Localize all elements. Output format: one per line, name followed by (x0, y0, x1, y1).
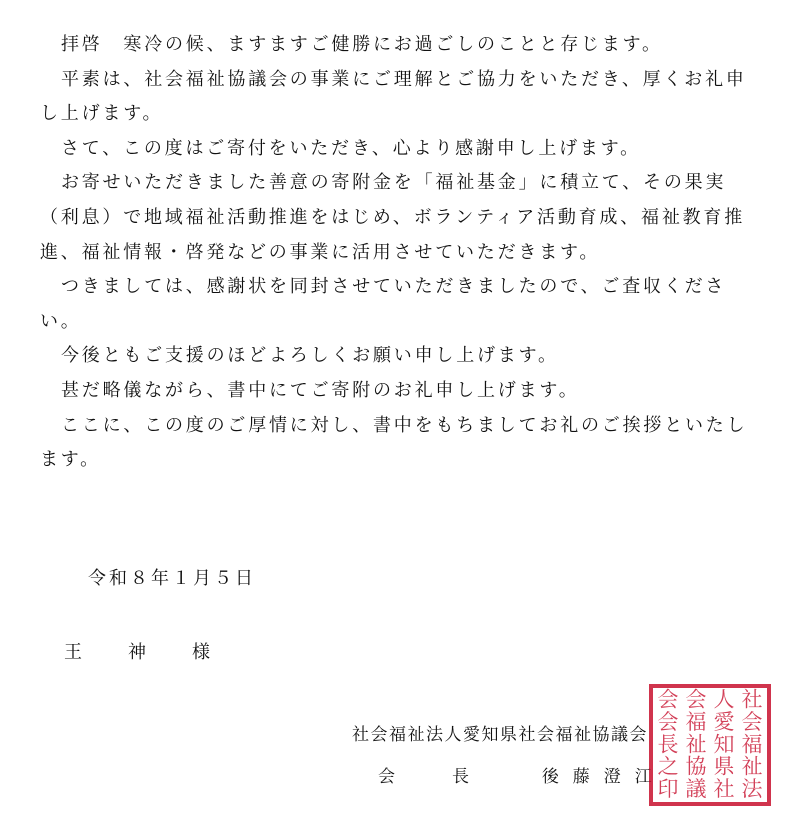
seal-glyph: 祉 (685, 732, 707, 757)
seal-glyph: 協 (685, 754, 707, 779)
seal-glyph: 県 (713, 754, 735, 779)
seal-glyph: 法 (741, 777, 763, 802)
seal-glyph: 会 (657, 687, 679, 712)
paragraph-thanks-donation: さて、この度はご寄付をいただき、心より感謝申し上げます。 (61, 137, 641, 159)
seal-glyph: 議 (685, 777, 707, 802)
seal-glyph: 長 (657, 732, 679, 757)
seal-icon (645, 680, 775, 810)
seal-glyph: 人 (713, 687, 735, 712)
seal-glyph: 社 (741, 687, 763, 712)
seal-glyph: 愛 (713, 709, 735, 734)
seal-glyph: 印 (657, 777, 679, 802)
addressee: 王 神 様 (64, 642, 224, 663)
seal-glyph: 福 (685, 709, 707, 734)
paragraph-thanks-support: 平素は、社会福祉協議会の事業にご理解とご協力をいただき、厚くお礼申し上げます。 (40, 68, 747, 125)
sender-title: 会 長 (378, 767, 489, 787)
paragraph-fund-usage: お寄せいただきました善意の寄附金を「福祉基金」に積立て、その果実（利息）で地域福祉活動推進をはじめ、ボランティア活動育成、福祉教育推進、福祉情報・啓発などの事業に活用させていただきます。 (40, 172, 746, 263)
seal-glyph: 会 (685, 687, 707, 712)
seal-glyph: 会 (741, 709, 763, 734)
letter-body (40, 28, 760, 478)
official-seal-stamp (645, 680, 775, 810)
seal-glyph: 祉 (741, 754, 763, 779)
letter-date: 令和８年１月５日 (88, 568, 256, 589)
paragraph-certificate: つきましては、感謝状を同封させていただきましたので、ご査収ください。 (40, 276, 727, 332)
paragraph-continued-support: 今後ともご支援のほどよろしくお願い申し上げます。 (61, 345, 559, 367)
seal-glyph: 会 (657, 709, 679, 734)
sender-name: 後藤澄江 (541, 767, 666, 787)
seal-glyph: 福 (741, 732, 763, 757)
paragraph-greeting: 拝啓 寒冷の候、ますますご健勝にお過ごしのことと存じます。 (61, 34, 663, 55)
seal-glyph: 知 (713, 732, 735, 757)
sender-signature (378, 762, 666, 787)
paragraph-closing: ここに、この度のご厚情に対し、書中をもちましてお礼のご挨拶といたします。 (40, 414, 748, 471)
seal-glyph: 之 (657, 754, 679, 779)
paragraph-brief-thanks: 甚だ略儀ながら、書中にてご寄附のお礼申し上げます。 (61, 379, 580, 401)
seal-glyph: 社 (713, 777, 735, 802)
sender-organization: 社会福祉法人愛知県社会福祉協議会 (352, 725, 648, 745)
